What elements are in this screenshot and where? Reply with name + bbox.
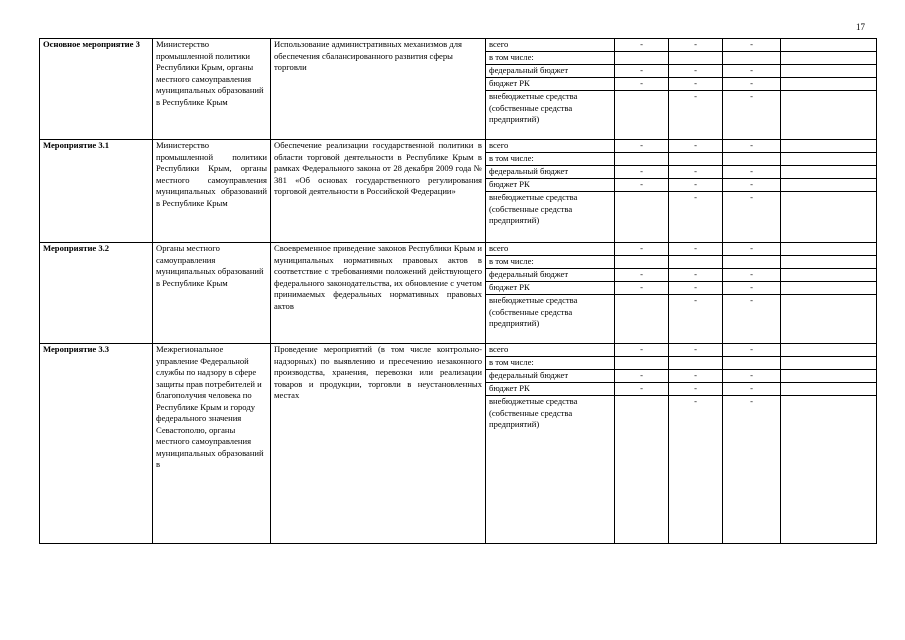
empty-cell xyxy=(781,357,877,370)
value-cell: - xyxy=(669,383,723,396)
empty-cell xyxy=(781,243,877,256)
empty-cell xyxy=(781,370,877,383)
source-cell: федеральный бюджет xyxy=(486,370,615,383)
empty-cell xyxy=(781,52,877,65)
source-cell: всего xyxy=(486,140,615,153)
value-cell: - xyxy=(669,39,723,52)
empty-cell xyxy=(615,357,669,370)
empty-cell xyxy=(781,91,877,140)
value-cell: - xyxy=(723,65,781,78)
value-cell: - xyxy=(615,370,669,383)
table-row xyxy=(40,140,877,153)
empty-cell xyxy=(781,383,877,396)
value-cell: - xyxy=(615,282,669,295)
value-cell: - xyxy=(669,282,723,295)
empty-cell xyxy=(723,256,781,269)
empty-cell xyxy=(781,78,877,91)
empty-cell xyxy=(669,357,723,370)
empty-cell xyxy=(723,357,781,370)
value-cell: - xyxy=(723,396,781,544)
row-label: Мероприятие 3.2 xyxy=(40,243,153,344)
source-cell: бюджет РК xyxy=(486,282,615,295)
value-cell: - xyxy=(669,269,723,282)
value-cell: - xyxy=(723,370,781,383)
program-table xyxy=(39,38,877,544)
row-executor: Министерство промышленной политики Республики Крым, органы местного самоуправления муниципальных образований в Республике Крым xyxy=(153,39,271,140)
value-cell: - xyxy=(723,295,781,344)
value-cell: - xyxy=(615,383,669,396)
value-cell: - xyxy=(723,383,781,396)
value-cell: - xyxy=(723,192,781,243)
empty-cell xyxy=(781,179,877,192)
empty-cell xyxy=(781,39,877,52)
row-executor: Органы местного самоуправления муниципальных образований в Республике Крым xyxy=(153,243,271,344)
source-cell: внебюджетные средства (собственные средства предприятий) xyxy=(486,295,615,344)
value-cell: - xyxy=(669,344,723,357)
empty-cell xyxy=(781,282,877,295)
value-cell: - xyxy=(723,91,781,140)
value-cell: - xyxy=(615,344,669,357)
source-cell: федеральный бюджет xyxy=(486,269,615,282)
empty-cell xyxy=(723,153,781,166)
empty-cell xyxy=(781,396,877,544)
row-label: Мероприятие 3.3 xyxy=(40,344,153,544)
value-cell: - xyxy=(615,269,669,282)
source-cell: внебюджетные средства (собственные средства предприятий) xyxy=(486,396,615,544)
row-label: Мероприятие 3.1 xyxy=(40,140,153,243)
table-row xyxy=(40,243,877,256)
source-cell: в том числе: xyxy=(486,256,615,269)
value-cell: - xyxy=(669,91,723,140)
value-cell: - xyxy=(723,344,781,357)
source-cell: бюджет РК xyxy=(486,78,615,91)
value-cell: - xyxy=(669,396,723,544)
source-cell: федеральный бюджет xyxy=(486,65,615,78)
row-description: Обеспечение реализации государственной политики в области торговой деятельности в Республике Крым в рамках Федерального закона от 28 декабря 2009 года № 381 «Об основах государственного регулирования торговой деятельности в Российской Федерации» xyxy=(271,140,486,243)
value-cell: - xyxy=(615,243,669,256)
empty-cell xyxy=(781,269,877,282)
source-cell: всего xyxy=(486,39,615,52)
value-cell: - xyxy=(615,39,669,52)
row-executor: Межрегиональное управление Федеральной службы по надзору в сфере защиты прав потребителей и благополучия человека по Республике Крым и городу федерального значения Севастополю, органы местного самоуправления муниципальных образований в xyxy=(153,344,271,544)
source-cell: бюджет РК xyxy=(486,179,615,192)
value-cell: - xyxy=(669,370,723,383)
value-cell: - xyxy=(723,243,781,256)
empty-cell xyxy=(781,344,877,357)
value-cell: - xyxy=(615,166,669,179)
value-cell: - xyxy=(723,269,781,282)
source-cell: в том числе: xyxy=(486,357,615,370)
row-executor: Министерство промышленной политики Республики Крым, органы местного самоуправления муниципальных образований в Республике Крым xyxy=(153,140,271,243)
row-description: Использование административных механизмов для обеспечения сбалансированного развития сферы торговли xyxy=(271,39,486,140)
page-number: 17 xyxy=(856,22,865,32)
source-cell: внебюджетные средства (собственные средства предприятий) xyxy=(486,91,615,140)
value-cell: - xyxy=(669,166,723,179)
value-cell: - xyxy=(669,295,723,344)
value-cell: - xyxy=(723,78,781,91)
empty-cell xyxy=(669,153,723,166)
source-cell: внебюджетные средства (собственные средства предприятий) xyxy=(486,192,615,243)
source-cell: в том числе: xyxy=(486,52,615,65)
table-row xyxy=(40,39,877,52)
value-cell: - xyxy=(615,179,669,192)
table-row xyxy=(40,344,877,357)
empty-cell xyxy=(615,295,669,344)
empty-cell xyxy=(781,295,877,344)
source-cell: федеральный бюджет xyxy=(486,166,615,179)
empty-cell xyxy=(615,91,669,140)
empty-cell xyxy=(615,256,669,269)
empty-cell xyxy=(615,396,669,544)
empty-cell xyxy=(781,192,877,243)
row-description: Своевременное приведение законов Республики Крым и муниципальных нормативных правовых актов в соответствие с требованиями положений действующего федерального законодательства, их обновление с учетом принимаемых федеральных нормативных правовых актов xyxy=(271,243,486,344)
empty-cell xyxy=(781,153,877,166)
empty-cell xyxy=(615,153,669,166)
value-cell: - xyxy=(669,243,723,256)
empty-cell xyxy=(781,166,877,179)
empty-cell xyxy=(615,192,669,243)
empty-cell xyxy=(781,140,877,153)
source-cell: бюджет РК xyxy=(486,383,615,396)
value-cell: - xyxy=(669,192,723,243)
value-cell: - xyxy=(615,65,669,78)
source-cell: всего xyxy=(486,243,615,256)
value-cell: - xyxy=(669,140,723,153)
value-cell: - xyxy=(669,65,723,78)
empty-cell xyxy=(669,256,723,269)
value-cell: - xyxy=(615,140,669,153)
value-cell: - xyxy=(723,179,781,192)
row-description: Проведение мероприятий (в том числе контрольно-надзорных) по выявлению и пресечению незаконного производства, хранения, перевозки или реализации товаров и продукции, торговли в неустановленных местах xyxy=(271,344,486,544)
empty-cell xyxy=(781,65,877,78)
empty-cell xyxy=(615,52,669,65)
value-cell: - xyxy=(669,179,723,192)
empty-cell xyxy=(781,256,877,269)
value-cell: - xyxy=(615,78,669,91)
row-label: Основное мероприятие 3 xyxy=(40,39,153,140)
value-cell: - xyxy=(669,78,723,91)
empty-cell xyxy=(669,52,723,65)
source-cell: в том числе: xyxy=(486,153,615,166)
value-cell: - xyxy=(723,140,781,153)
value-cell: - xyxy=(723,166,781,179)
source-cell: всего xyxy=(486,344,615,357)
value-cell: - xyxy=(723,282,781,295)
empty-cell xyxy=(723,52,781,65)
value-cell: - xyxy=(723,39,781,52)
